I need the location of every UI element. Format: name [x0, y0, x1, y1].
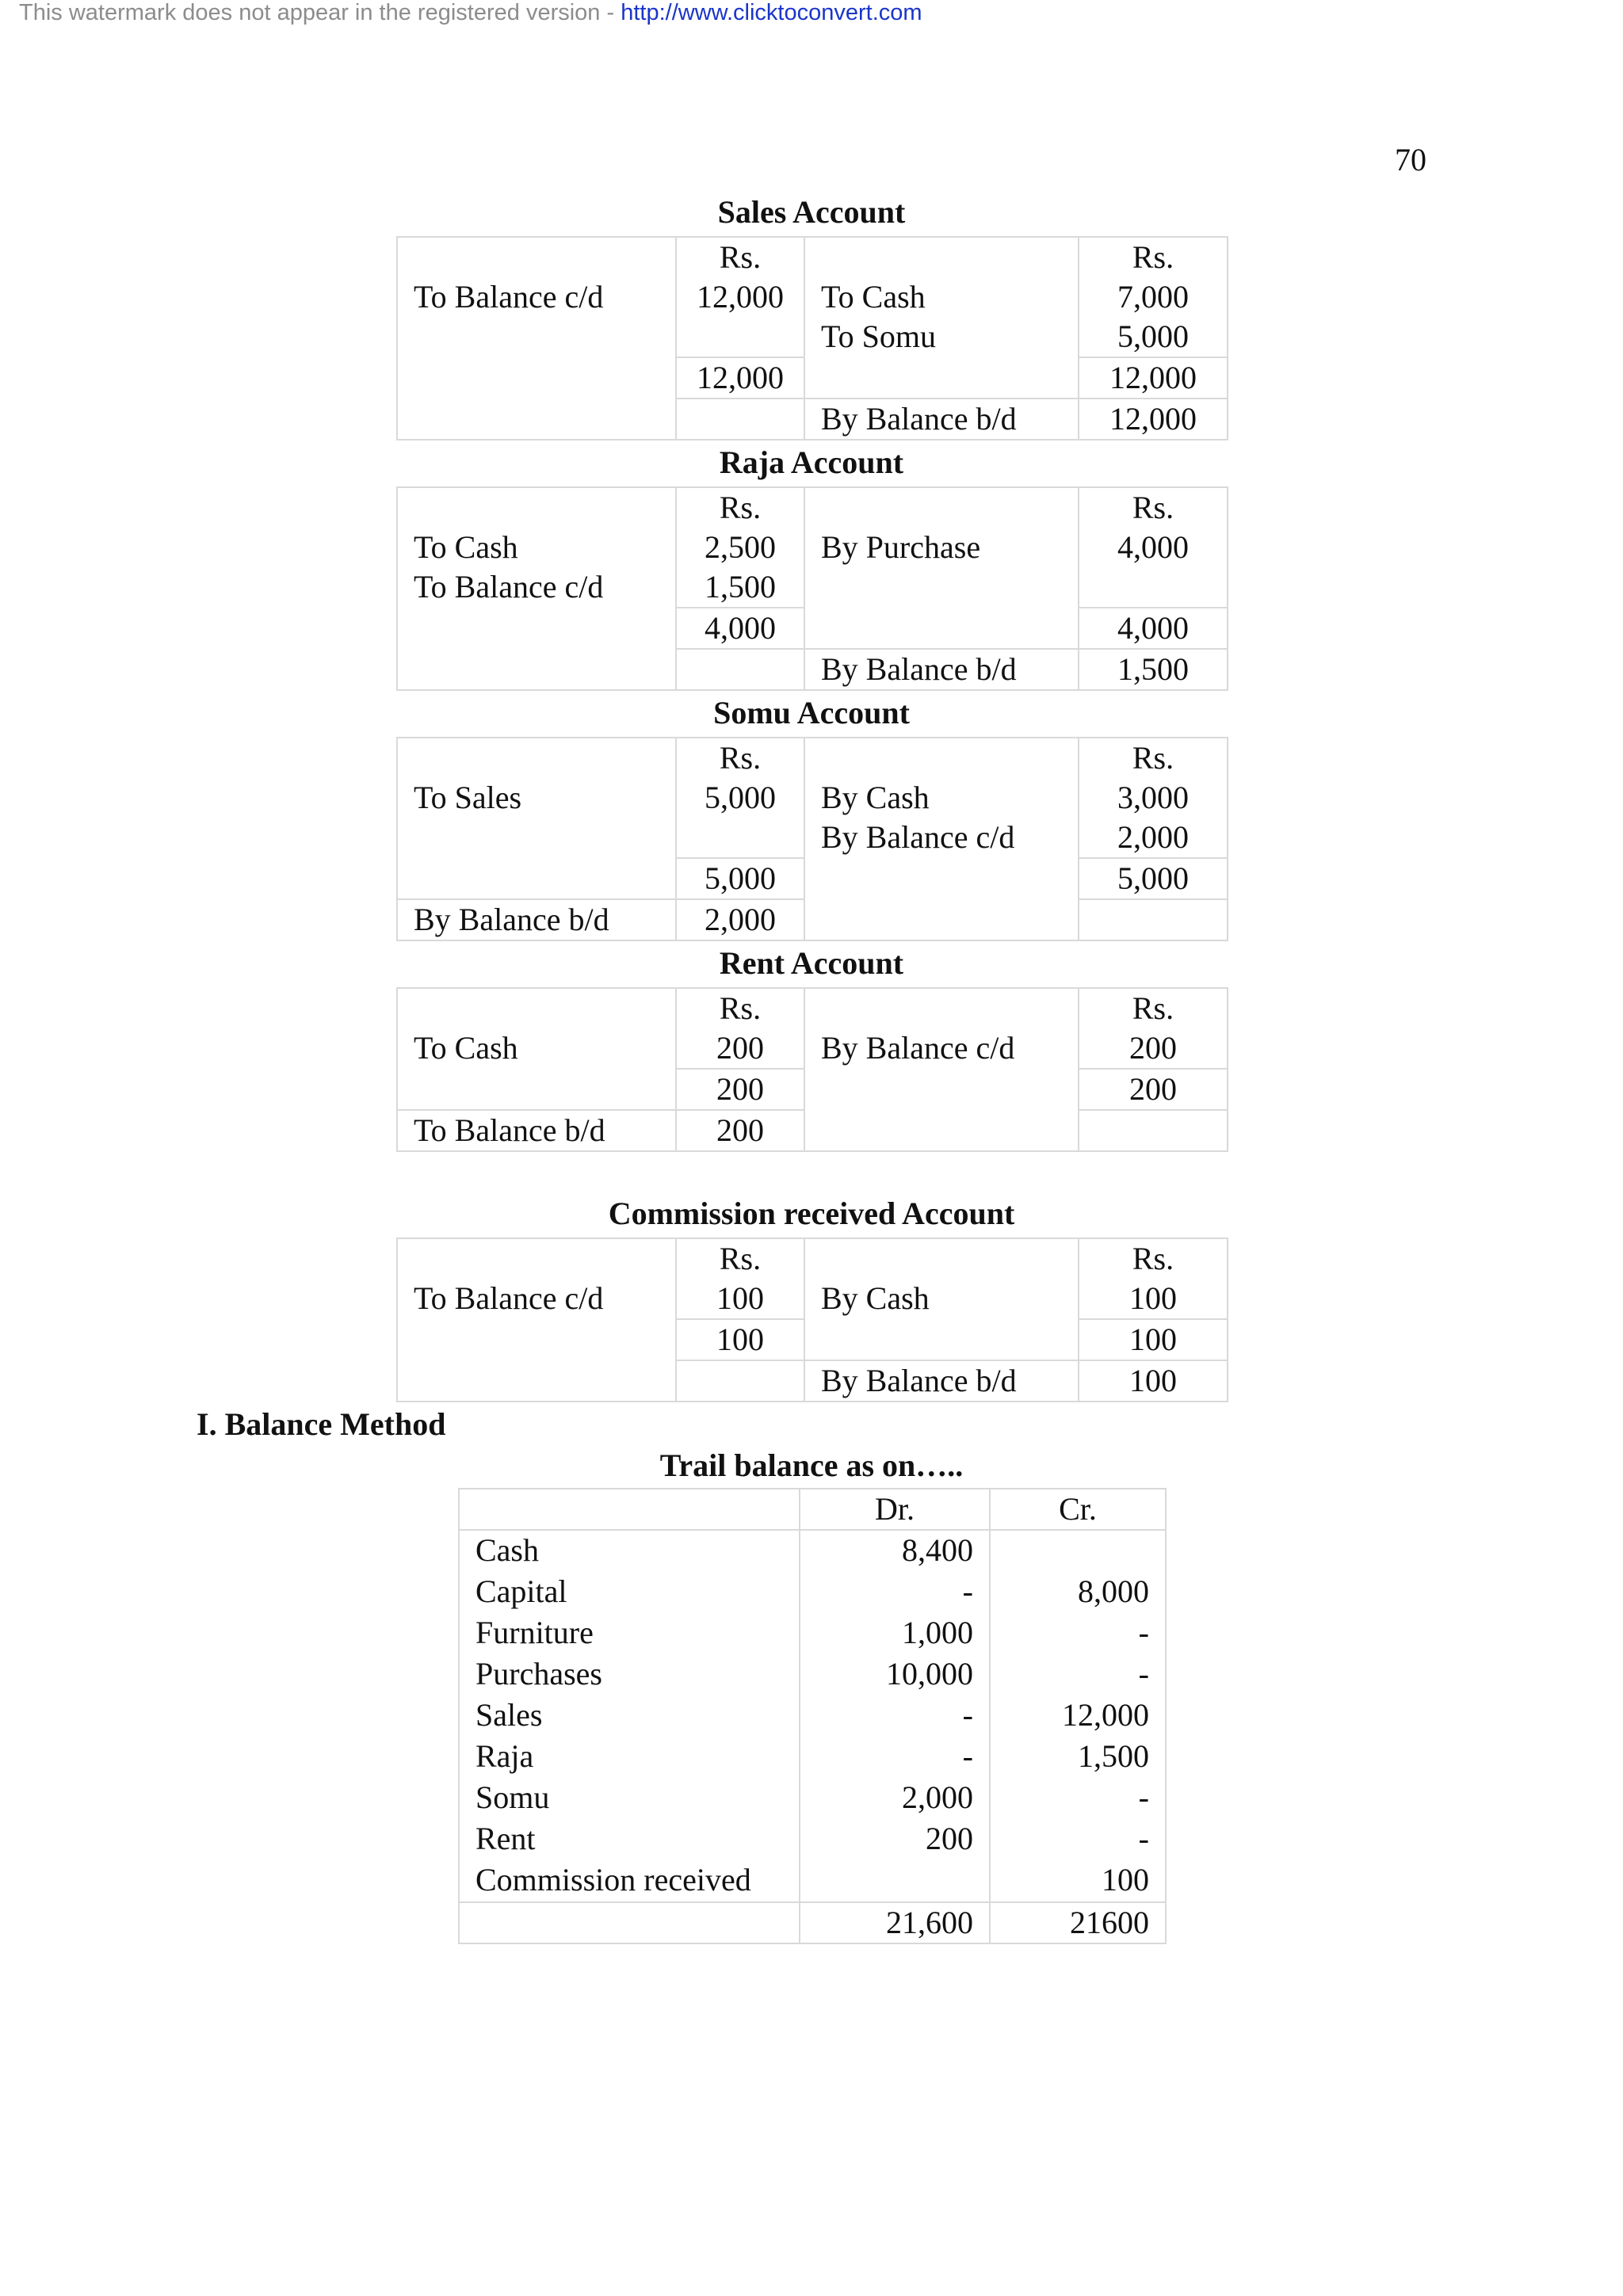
credit-amount: 5,000 — [1117, 318, 1189, 354]
credit-balance: 1,500 — [1079, 649, 1228, 690]
credit-amounts — [1079, 988, 1228, 1069]
debit-entry: To Cash — [414, 1030, 518, 1066]
ledger-table — [396, 236, 1228, 441]
debit-balance: 2,000 — [676, 899, 804, 940]
dr-amount: - — [962, 1697, 973, 1733]
watermark-link[interactable]: http://www.clicktoconvert.com — [621, 0, 922, 25]
debit-total: 5,000 — [676, 858, 804, 899]
trial-total-row — [459, 1902, 1166, 1943]
cr-amount: - — [1138, 1821, 1149, 1856]
account-name: Capital — [475, 1573, 567, 1609]
account-title: Somu Account — [713, 695, 910, 730]
credit-particulars — [804, 1238, 1079, 1360]
debit-amounts — [676, 237, 804, 357]
credit-total: 200 — [1079, 1069, 1228, 1110]
debit-amounts — [676, 487, 804, 608]
cr-amount: 100 — [1102, 1862, 1149, 1897]
section-heading: I. Balance Method — [197, 1406, 446, 1442]
dr-amount — [816, 1860, 973, 1901]
credit-total: 12,000 — [1079, 357, 1228, 399]
credit-entry — [821, 567, 1062, 607]
credit-balance — [1079, 899, 1228, 940]
credit-amount: 3,000 — [1117, 780, 1189, 815]
debit-amount: Rs. — [719, 490, 762, 525]
cr-total: 21600 — [990, 1902, 1166, 1943]
credit-amounts — [1079, 738, 1228, 858]
debit-particulars — [397, 1238, 676, 1402]
debit-amount: 100 — [716, 1280, 764, 1316]
trial-header-row — [459, 1489, 1166, 1530]
credit-amount: 2,000 — [1117, 819, 1189, 855]
debit-amount: 5,000 — [705, 780, 776, 815]
credit-entry — [821, 738, 1062, 778]
cr-amount: 12,000 — [1062, 1697, 1149, 1733]
dr-amount: 1,000 — [902, 1615, 973, 1650]
credit-balance-label: By Balance b/d — [804, 399, 1079, 440]
debit-entry: To Balance c/d — [414, 279, 604, 315]
credit-particulars — [804, 738, 1079, 940]
credit-balance: 100 — [1079, 1360, 1228, 1402]
debit-entry — [414, 1239, 659, 1279]
debit-entry — [414, 738, 659, 778]
watermark-text: This watermark does not appear in the registered version - — [19, 0, 621, 25]
dr-amount: 8,400 — [902, 1532, 973, 1568]
debit-amount: Rs. — [719, 1241, 762, 1276]
debit-particulars — [397, 738, 676, 899]
debit-amounts — [676, 738, 804, 858]
debit-particulars — [397, 487, 676, 690]
account-title: Raja Account — [719, 444, 904, 480]
cr-amount: - — [1138, 1615, 1149, 1650]
trial-body-row — [459, 1530, 1166, 1902]
credit-particulars — [804, 237, 1079, 399]
credit-entry: By Cash — [821, 780, 930, 815]
ledger-body-row — [397, 487, 1228, 608]
dr-amount: 200 — [926, 1821, 973, 1856]
credit-entry: By Cash — [821, 1280, 930, 1316]
debit-entry — [414, 989, 659, 1028]
debit-entry — [414, 818, 659, 857]
debit-amount — [682, 818, 799, 857]
debit-balance — [676, 649, 804, 690]
dr-amount: - — [962, 1738, 973, 1774]
credit-balance: 12,000 — [1079, 399, 1228, 440]
debit-entry — [414, 488, 659, 528]
debit-entry — [414, 317, 659, 357]
debit-amount: 12,000 — [697, 279, 784, 315]
credit-amount: Rs. — [1132, 990, 1174, 1026]
credit-entry — [821, 488, 1062, 528]
debit-particulars — [397, 988, 676, 1110]
debit-amount: Rs. — [719, 740, 762, 776]
credit-total: 5,000 — [1079, 858, 1228, 899]
credit-amount: 100 — [1129, 1280, 1177, 1316]
account-name: Somu — [475, 1779, 550, 1815]
header-dr: Dr. — [800, 1489, 990, 1530]
debit-amounts — [676, 1238, 804, 1319]
ledger-table — [396, 737, 1228, 941]
dr-amounts — [800, 1530, 990, 1902]
debit-total: 200 — [676, 1069, 804, 1110]
credit-amounts — [1079, 487, 1228, 608]
account-name: Cash — [475, 1532, 539, 1568]
debit-particulars — [397, 237, 676, 440]
cr-amount: - — [1138, 1779, 1149, 1815]
cr-amounts — [990, 1530, 1166, 1902]
debit-entry: To Sales — [414, 780, 522, 815]
account-name: Commission received — [475, 1862, 751, 1897]
ledger-table — [396, 1238, 1228, 1402]
credit-amount: 4,000 — [1117, 529, 1189, 565]
credit-balance-label: By Balance b/d — [804, 1360, 1079, 1402]
ledger-table — [396, 987, 1228, 1152]
header-cr: Cr. — [990, 1489, 1166, 1530]
debit-total: 100 — [676, 1319, 804, 1360]
ledger-body-row — [397, 988, 1228, 1069]
page-number: 70 — [1395, 142, 1426, 177]
debit-amount: Rs. — [719, 990, 762, 1026]
ledger-body-row — [397, 237, 1228, 357]
credit-total: 100 — [1079, 1319, 1228, 1360]
debit-entry — [414, 238, 659, 277]
credit-entry: By Balance c/d — [821, 819, 1015, 855]
credit-balance-label: By Balance b/d — [804, 649, 1079, 690]
credit-total: 4,000 — [1079, 608, 1228, 649]
credit-amounts — [1079, 237, 1228, 357]
debit-balance: 200 — [676, 1110, 804, 1151]
debit-amounts — [676, 988, 804, 1069]
dr-amount: 10,000 — [886, 1656, 973, 1691]
total-label — [459, 1902, 800, 1943]
ledger-body-row — [397, 738, 1228, 858]
credit-entry — [821, 989, 1062, 1028]
cr-amount: - — [1138, 1656, 1149, 1691]
credit-amount: Rs. — [1132, 1241, 1174, 1276]
credit-entry — [821, 1239, 1062, 1279]
debit-total: 12,000 — [676, 357, 804, 399]
dr-amount: 2,000 — [902, 1779, 973, 1815]
credit-entry: By Purchase — [821, 529, 981, 565]
ledger-body-row — [397, 1238, 1228, 1319]
debit-amount: Rs. — [719, 239, 762, 275]
account-title: Rent Account — [719, 945, 904, 981]
credit-amounts — [1079, 1238, 1228, 1319]
debit-entry: To Balance c/d — [414, 569, 604, 605]
debit-balance — [676, 399, 804, 440]
cr-amount: 8,000 — [1078, 1573, 1149, 1609]
credit-balance — [1079, 1110, 1228, 1151]
credit-amount — [1084, 567, 1222, 607]
credit-particulars — [804, 988, 1079, 1151]
dr-amount: - — [962, 1573, 973, 1609]
credit-entry: To Somu — [821, 318, 936, 354]
credit-entry: To Cash — [821, 279, 926, 315]
cr-amount — [1006, 1531, 1149, 1572]
debit-amount: 1,500 — [705, 569, 776, 605]
credit-entry: By Balance c/d — [821, 1030, 1015, 1066]
trial-balance-title: Trail balance as on….. — [659, 1447, 964, 1483]
account-name: Raja — [475, 1738, 534, 1774]
account-names — [459, 1530, 800, 1902]
account-name: Sales — [475, 1697, 543, 1733]
debit-amount: 2,500 — [705, 529, 776, 565]
header-account — [459, 1489, 800, 1530]
dr-total: 21,600 — [800, 1902, 990, 1943]
account-name: Purchases — [475, 1656, 602, 1691]
credit-amount: 200 — [1129, 1030, 1177, 1066]
credit-amount: Rs. — [1132, 740, 1174, 776]
credit-amount: Rs. — [1132, 490, 1174, 525]
debit-balance-label: By Balance b/d — [397, 899, 676, 940]
ledger-table — [396, 486, 1228, 691]
trial-balance-table — [458, 1488, 1167, 1944]
debit-balance — [676, 1360, 804, 1402]
cr-amount: 1,500 — [1078, 1738, 1149, 1774]
account-title: Sales Account — [717, 194, 906, 230]
debit-entry: To Balance c/d — [414, 1280, 604, 1316]
debit-total: 4,000 — [676, 608, 804, 649]
debit-amount: 200 — [716, 1030, 764, 1066]
debit-entry: To Cash — [414, 529, 518, 565]
account-title: Commission received Account — [608, 1196, 1015, 1231]
debit-balance-label: To Balance b/d — [397, 1110, 676, 1151]
account-name: Furniture — [475, 1615, 594, 1650]
account-name: Rent — [475, 1821, 536, 1856]
credit-amount: 7,000 — [1117, 279, 1189, 315]
credit-amount: Rs. — [1132, 239, 1174, 275]
credit-particulars — [804, 487, 1079, 649]
credit-entry — [821, 238, 1062, 277]
watermark-banner — [19, 0, 922, 26]
debit-amount — [682, 317, 799, 357]
